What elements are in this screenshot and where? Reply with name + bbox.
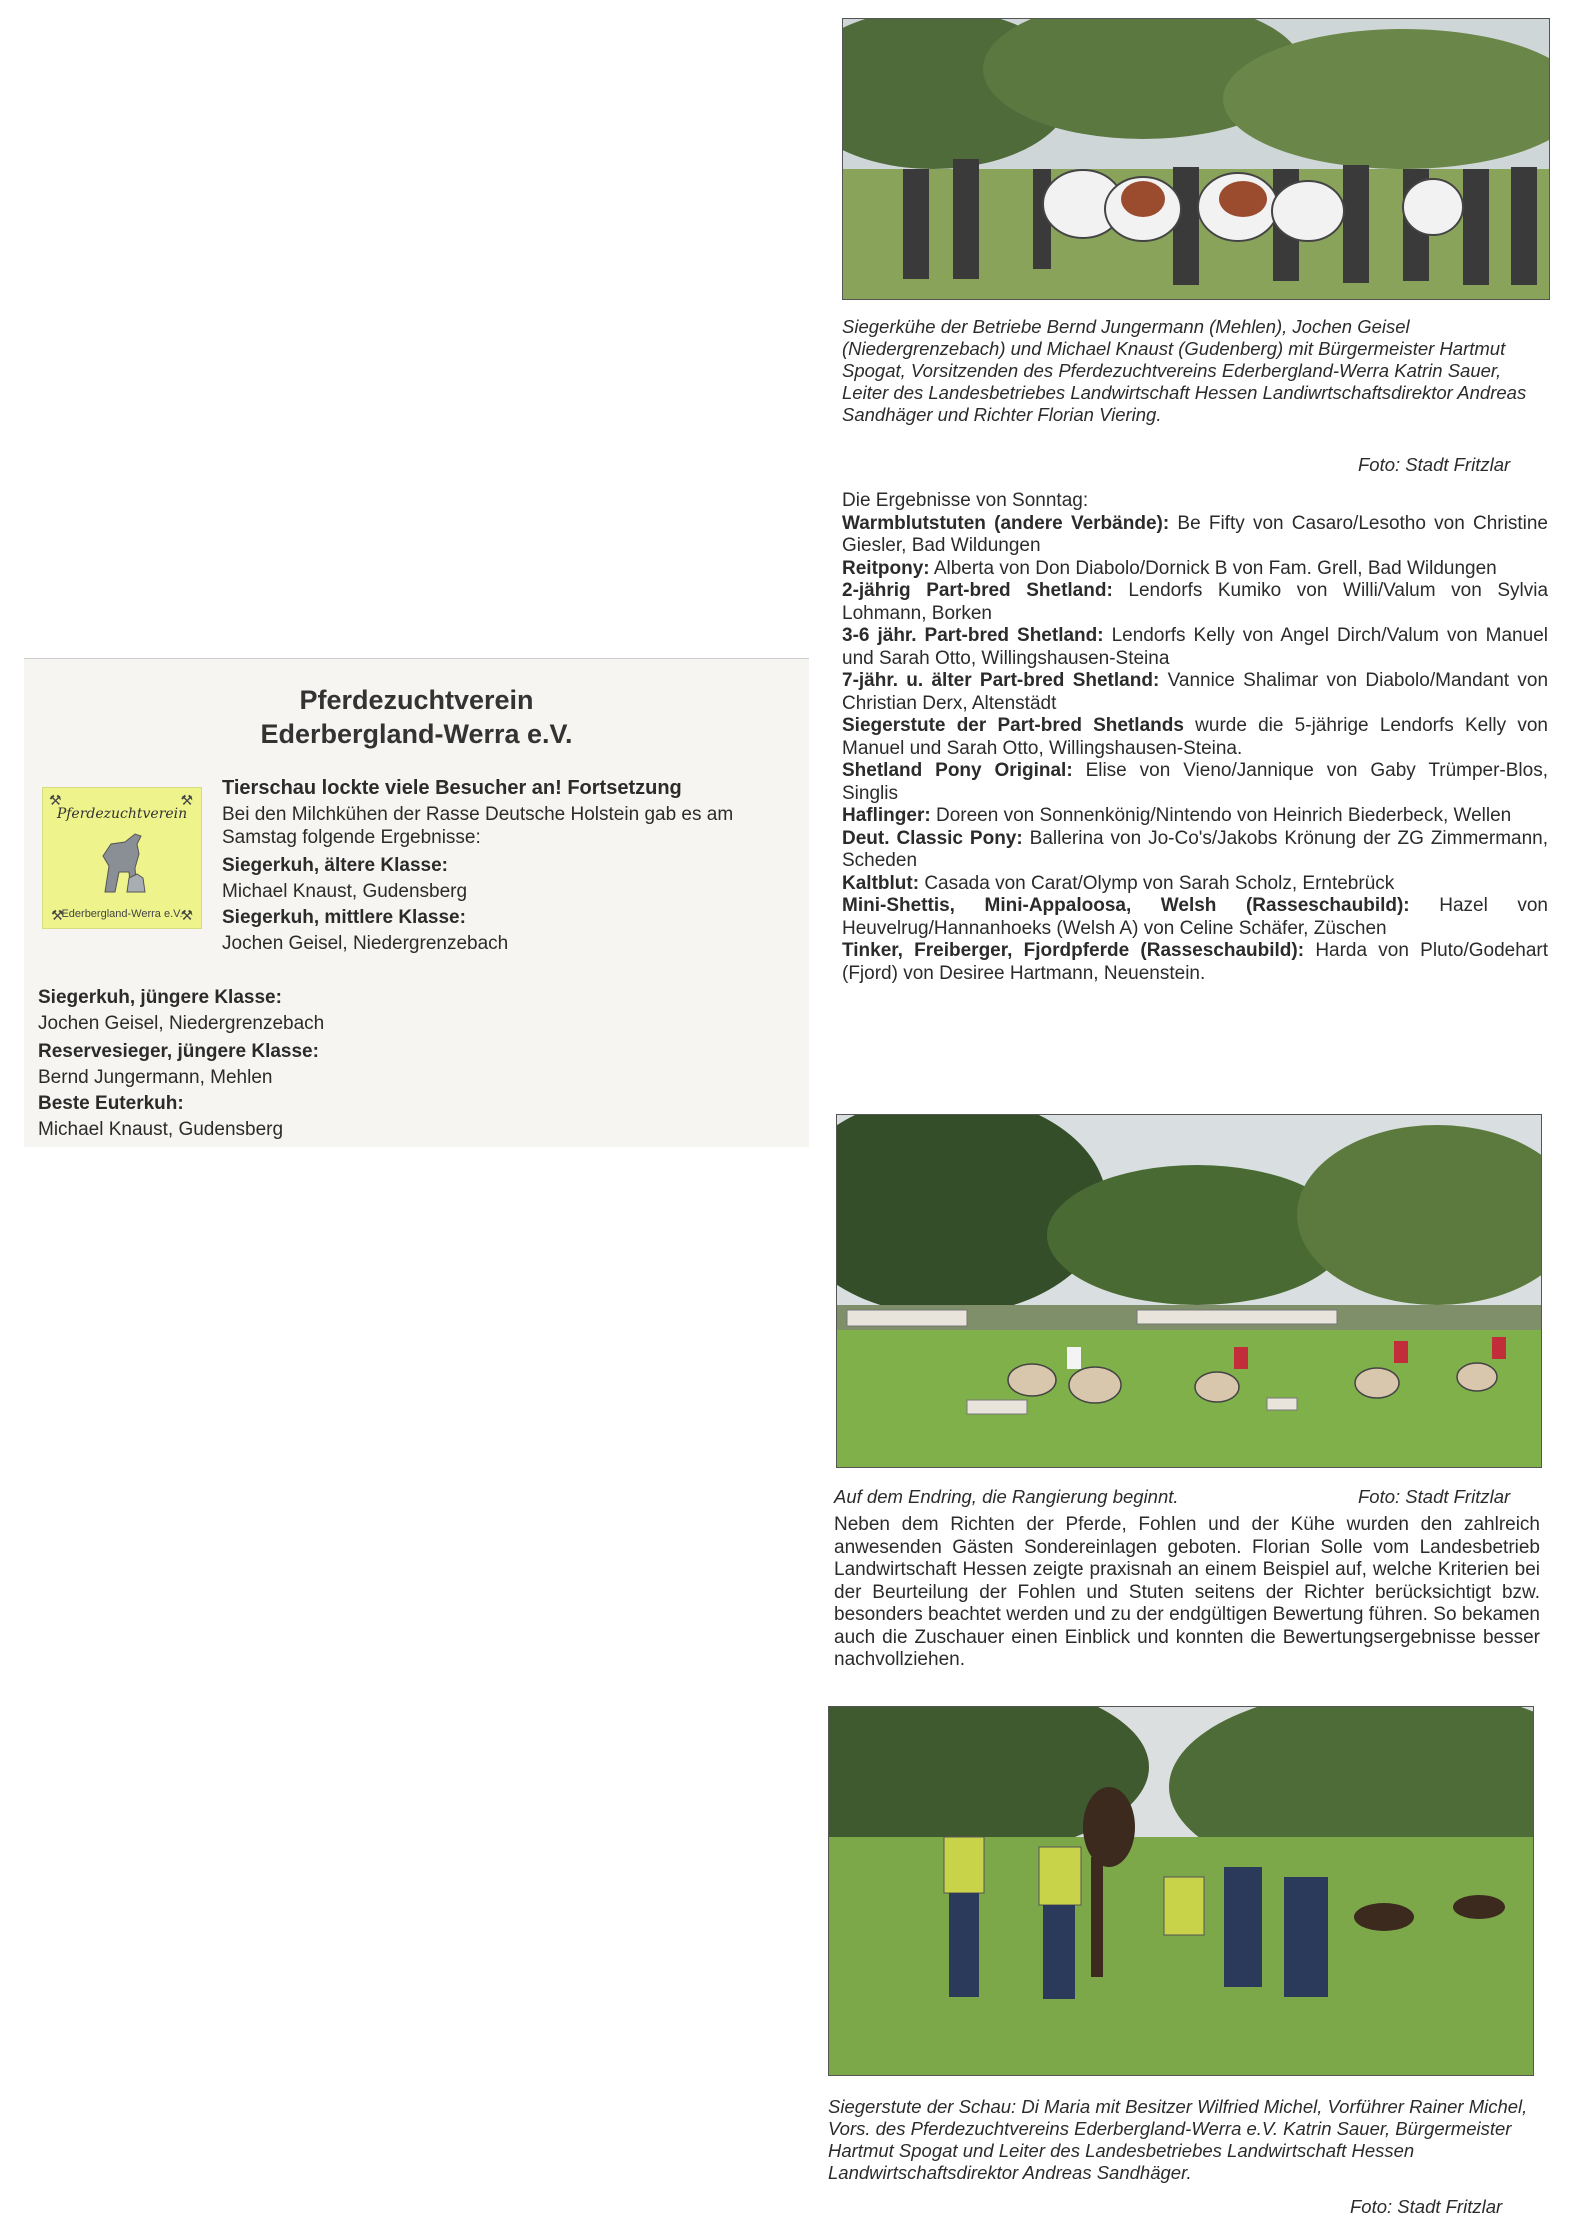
result-entry xyxy=(842,580,1548,625)
photo1-caption: Siegerkühe der Betriebe Bernd Jungermann (Mehlen), Jochen Geisel (Niedergrenzebach) und Michael Knaust (Gudenberg) mit Bürgermeister Hartmut Spogat, Vorsitzenden des Pferdezuchtvereins Ederbergland-Werra Katrin Sauer, Leiter des Landesbetriebes Landwirtschaft Hessen Landiwrtschaftsdirektor Andreas Sandhäger und Richter Florian Viering. xyxy=(842,316,1527,425)
result-item xyxy=(38,1039,319,1091)
result-value: Elise von Vieno/Jannique von Gaby Trümper-Blos, Singlis xyxy=(842,760,1548,804)
result-entry xyxy=(842,625,1548,670)
result-label: Reservesieger, jüngere Klasse: xyxy=(38,1041,319,1062)
results-heading: Die Ergebnisse von Sonntag: xyxy=(842,490,1089,511)
result-value: Michael Knaust, Gudensberg xyxy=(222,881,468,902)
logo-wordmark: Pferdezuchtverein xyxy=(56,806,188,822)
result-value: Hazel von Heuvelrug/Hannanhoeks (Welsh A) von Celine Schäfer, Züschen xyxy=(842,895,1548,939)
photo3-credit: Foto: Stadt Fritzlar xyxy=(1350,2196,1503,2217)
result-label: Mini-Shettis, Mini-Appaloosa, Welsh (Rasseschaubild): xyxy=(842,895,1410,916)
result-label: Shetland Pony Original: xyxy=(842,760,1073,781)
result-label: Beste Euterkuh: xyxy=(38,1093,184,1114)
result-item xyxy=(222,853,467,905)
result-entry xyxy=(842,760,1548,805)
photo-champion-mare xyxy=(828,1706,1534,2076)
club-logo xyxy=(42,787,202,929)
result-label: Warmblutstuten (andere Verbände): xyxy=(842,512,1170,534)
photo2-credit: Foto: Stadt Fritzlar xyxy=(1358,1486,1511,1507)
photo-winning-cows xyxy=(842,18,1550,300)
horseshoe-icon: ⚒ xyxy=(49,792,62,808)
result-label: 3-6 jähr. Part-bred Shetland: xyxy=(842,625,1104,646)
result-value: Michael Knaust, Gudensberg xyxy=(38,1119,284,1140)
horseshoe-icon: ⚒ xyxy=(51,907,64,923)
result-value: Alberta von Don Diabolo/Dornick B von Fam. Grell, Bad Wildungen xyxy=(933,557,1497,579)
result-label: 7-jähr. u. älter Part-bred Shetland: xyxy=(842,670,1160,691)
photo1-credit: Foto: Stadt Fritzlar xyxy=(1358,454,1511,475)
result-value: Jochen Geisel, Niedergrenzebach xyxy=(38,1013,325,1034)
result-label: Tinker, Freiberger, Fjordpferde (Rasseschaubild): xyxy=(842,940,1305,961)
result-label: Deut. Classic Pony: xyxy=(842,827,1023,849)
result-entry xyxy=(842,558,1548,581)
result-value: Lendorfs Kelly von Angel Dirch/Valum von Manuel und Sarah Otto, Willingshausen-Steina xyxy=(842,625,1548,669)
result-entry xyxy=(842,940,1548,985)
article-intro: Bei den Milchkühen der Rasse Deutsche Holstein gab es am Samstag folgende Ergebnisse: xyxy=(222,804,734,848)
result-label: Siegerkuh, ältere Klasse: xyxy=(222,855,448,876)
club-news-clipping xyxy=(24,658,809,1147)
result-label: Siegerkuh, jüngere Klasse: xyxy=(38,987,282,1008)
club-title xyxy=(24,683,809,751)
result-entry xyxy=(842,805,1548,828)
result-value: wurde die 5-jährige Lendorfs Kelly von Manuel und Sarah Otto, Willingshausen-Steina. xyxy=(842,715,1548,759)
article-heading: Tierschau lockte viele Besucher an! Fortsetzung xyxy=(222,777,682,799)
result-value: Casada von Carat/Olymp von Sarah Scholz, Erntebrück xyxy=(924,872,1395,894)
result-value: Harda von Pluto/Godehart (Fjord) von Desiree Hartmann, Neuenstein. xyxy=(842,940,1548,984)
horseshoe-icon: ⚒ xyxy=(180,907,193,923)
horse-icon xyxy=(65,814,177,900)
photo3-caption: Siegerstute der Schau: Di Maria mit Besitzer Wilfried Michel, Vorführer Rainer Michel, Vors. des Pferdezuchtvereins Ederbergland-Werra e.V. Katrin Sauer, Bürgermeister Hartmut Spogat und Leiter des Landesbetriebes Landwirtschaft Hessen Landwirtschaftsdirektor Andreas Sandhäger. xyxy=(828,2096,1528,2183)
photo-show-ring xyxy=(836,1114,1542,1468)
horseshoe-icon: ⚒ xyxy=(180,792,193,808)
result-value: Vannice Shalimar von Diabolo/Mandant von Christian Derx, Altenstädt xyxy=(842,670,1549,714)
result-label: Haflinger: xyxy=(842,805,931,826)
result-item xyxy=(38,1091,283,1143)
result-item xyxy=(38,985,324,1037)
club-title-line1: Pferdezuchtverein xyxy=(299,685,534,715)
result-item xyxy=(222,905,508,957)
result-value: Jochen Geisel, Niedergrenzebach xyxy=(222,933,509,954)
result-value: Ballerina von Jo-Co's/Jakobs Krönung der ZG Zimmermann, Scheden xyxy=(842,827,1549,871)
result-label: 2-jährig Part-bred Shetland: xyxy=(842,580,1113,601)
result-entry xyxy=(842,670,1548,715)
result-entry xyxy=(842,715,1548,760)
result-entry xyxy=(842,873,1548,896)
article-body: Neben dem Richten der Pferde, Fohlen und der Kühe wurden den zahlreich anwesenden Gästen Sondereinlagen geboten. Florian Solle vom Landesbetrieb Landwirtschaft Hessen zeigte praxisnah an einem Beispiel auf, welche Kriterien bei der Beurteilung der Fohlen und Stuten seitens der Richter berücksichtigt bzw. besonders beachtet werden und zu der endgültigen Bewertung führen. So bekamen auch die Zuschauer einen Einblick und konnten die Bewertungsergebnisse besser nachvollziehen. xyxy=(834,1514,1540,1670)
result-value: Bernd Jungermann, Mehlen xyxy=(38,1067,273,1088)
sunday-results xyxy=(842,490,1548,985)
result-entry xyxy=(842,513,1548,558)
result-value: Be Fifty von Casaro/Lesotho von Christine Giesler, Bad Wildungen xyxy=(842,512,1548,556)
club-title-line2: Ederbergland-Werra e.V. xyxy=(260,719,573,749)
logo-subtext: Ederbergland-Werra e.V. xyxy=(61,908,183,920)
result-entry xyxy=(842,895,1548,940)
result-label: Reitpony: xyxy=(842,557,930,579)
result-value: Lendorfs Kumiko von Willi/Valum von Sylvia Lohmann, Borken xyxy=(842,580,1549,624)
photo2-caption: Auf dem Endring, die Rangierung beginnt. xyxy=(834,1486,1179,1507)
result-label: Kaltblut: xyxy=(842,872,920,894)
result-label: Siegerstute der Part-bred Shetlands xyxy=(842,715,1184,736)
result-label: Siegerkuh, mittlere Klasse: xyxy=(222,907,466,928)
result-value: Doreen von Sonnenkönig/Nintendo von Heinrich Biederbeck, Wellen xyxy=(935,805,1512,826)
result-entry xyxy=(842,828,1548,873)
